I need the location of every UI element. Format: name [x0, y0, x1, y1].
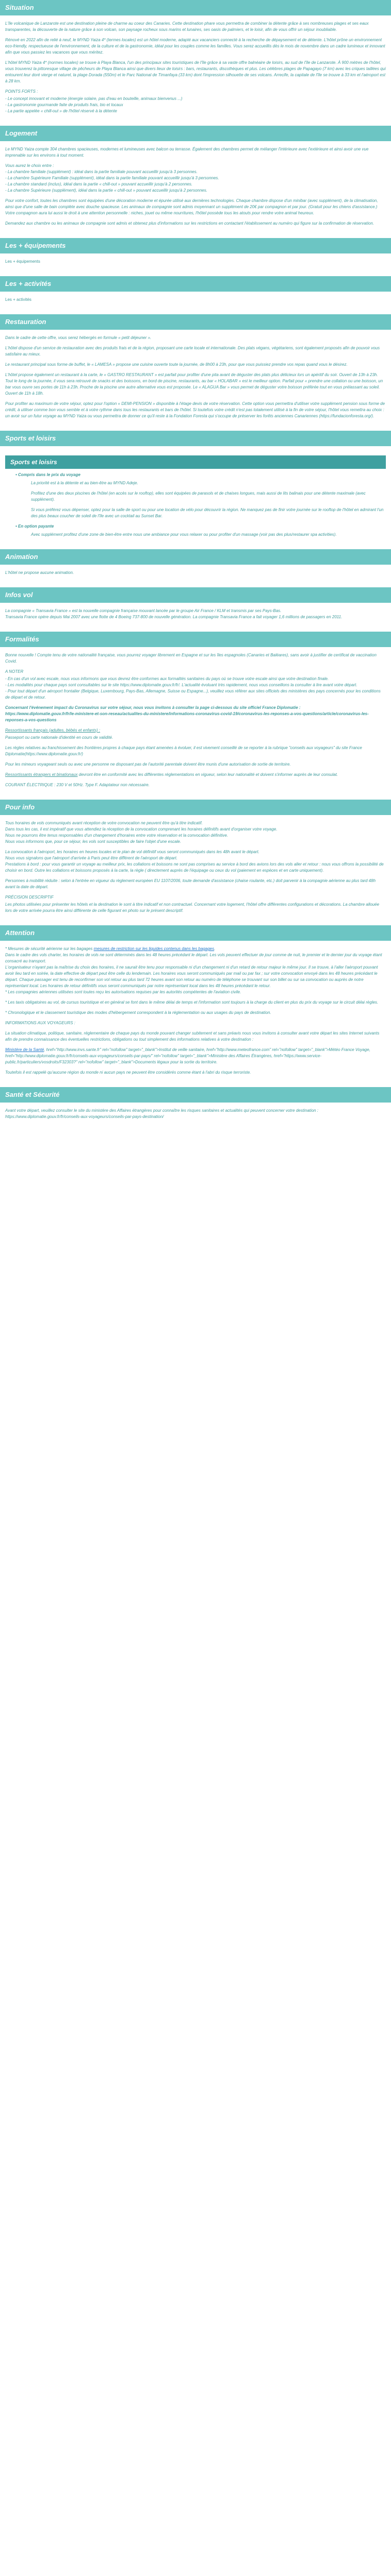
sports-paragraph: Avec supplément profitez d'une zone de bien-être entre nous une ambiance pour vous relaxer ou pour profiter d'un massage (voir pas des plus/restaurer spa activities). [31, 532, 337, 537]
attention-paragraph: Toutefois il est rappelé qu'aucune région du monde ni aucun pays ne peuvent être considérés comme étant à l'abri du risque terroriste. [5, 1070, 251, 1075]
section-header-logement: Logement [0, 126, 391, 141]
formalites-covid-paragraph: Concernant l'événement impact du Coronavirus sur votre séjour, nous vous invitons à consulter la page ci-dessous du site officiel France Diplomatie : https://www.diplomatie.gouv.fr/fr/le-ministere-et-son-reseau/actualites-du-ministere/informations-coronavirus-covid-19/coronavirus-les-reponses-a-vos-questions/article/coronavirus-les-reponses-a-vos-questions [5, 705, 369, 722]
attention-text: . Dans le cadre des vols charter, les horaires de vols ne sont déterminés dans les 48 heures précédant le départ. Les vols peuvent effectuer de jour comme de nuit, le premier et le dernier jour du voyage étant consacré au transport. L'organisateur n'ayant pas la maîtrise du choix des horaires, il ne saurait être tenu pour responsable ni d'un changement ni d'un retard de retour majeur le même jour. Il se trouve, à l'aller l'aéroport pouvant avoir lieu tard en soirée, la date effective de départ peut être celle du lendemain. Les horaires vous seront communiqués par mail ou par fax ; sur votre convocation envoyé dans les 48 heures précédant le départ. Chaque passager est tenu de reconfirmer son vol retour au plus tard 72 heures avant son retour au numéro de téléphone se trouvant sur son billet ou sur sa convocation ou auprès de notre représentant local. Les horaires de retour définitifs vous seront communiqués par notre représentant local dans les 48 heures précédant le retour. * Les compagnies aériennes utilisées sont toutes reçu les autorisations requises par les autorités compétentes de l'aviation civile. [5, 946, 382, 994]
section-header-animation: Animation [0, 549, 391, 565]
points-forts-title: POINTS FORTS : [5, 89, 38, 94]
formalites-foreigners-title: Ressortissants étrangers et binationaux [5, 772, 78, 777]
restauration-paragraph: Pour profiter au maximum de votre séjour, optez pour l'option « DEMI-PENSION » disponible à l'étage devis de votre réservation. Cette option vous permettra d'utiliser votre supplément pension sous forme de crédit, à utiliser comme bon vous semble et à votre rythme dans tous les restaurants et bars de l'hôtel. Si toutefois votre crédit n'est pas totalement utilisé à la fin de votre séjour, l'hôtel vous remettra au choix : un avoir sur un futur voyage au MYND Yaiza ou vous permettra de donner ce qu'il reste à la Fondation Foresta qui s'occupe de préserver les forêts anciennes Canariennes (https://fundacionforesta.org/). [5, 401, 385, 418]
pour-info-paragraph: La convocation à l'aéroport, les horaires en heures locales et le plan de vol définitif vous seront communiqués dans les 48h avant le départ. Nous vous signalons que l'aéroport d'arrivée à Paris peut être différent de l'aéroport de départ. Prestations à bord : pour vous garantir un voyage au meilleur prix, les collations et boissons ne sont pas comprises au service à bord des avions lors des vols aller et retour : nous vous offrons la possibilité de choisir en bord. Outre les collations et boissons proposés à la carte, la règle ( directement auprès de l'équipage ou ceux du vol (paiement en espèces et en carte uniquement). [5, 850, 384, 873]
sports-paragraph: La priorité est à la détente et au bien-être au MYND Adeje. [31, 481, 138, 485]
activites-content [0, 292, 391, 303]
formalites-paragraph: Bonne nouvelle ! Compte tenu de votre nationalité française, vous pourrez voyager librement en Espagne et sur les îles espagnoles (Canaries et Baléares), sans avoir à justifier de certificat de vaccination Covid. [5, 653, 377, 664]
restauration-content [0, 330, 391, 419]
attention-text: * Mesures de sécurité aérienne sur les bagages [5, 946, 94, 951]
attention-links-paragraph [5, 1047, 386, 1065]
equipements-text: Les + équipements [5, 259, 40, 264]
formalites-paragraph: - En cas d'un vol avec escale, nous vous informons que vous devrez être conformes aux formalités sanitaires du pays où se trouve votre escale ainsi que votre destination finale. - Les modalités pour chaque pays sont consultables sur le site https://www.diplomatie.gouv.fr/fr/. L'actualité évoluant très rapidement, nous vous conseillons la consulter à lire avant votre départ. - Pour tout départ d'un aéroport frontalier (Belgique, Luxembourg, Pays-Bas, Allemagne, Suisse ou Espagne...), veuillez vous référer aux sites officiels des ministères des pays concernés pour les conditions de départ et de retour. [5, 676, 381, 700]
formalites-note-title: A NOTER [5, 669, 24, 674]
attention-paragraph: * Les taxis obligatoires au vol, de cursus touristique et en général se font dans le même délai de temps et l'information sont toujours à la charge du client en plus du prix du voyage sur le circuit délai règles. [5, 1000, 379, 1005]
sports-compris-block [5, 472, 386, 538]
sante-paragraph: Avant votre départ, veuillez consulter le site du ministère des Affaires étrangères pour connaître les risques sanitaires et actualités qui peuvent concerner votre destination : https://www.diplomatie.gouv.fr/fr/conseils-aux-voyageurs/conseils-par-pays-destination/ [5, 1108, 318, 1119]
section-header-pour-info: Pour info [0, 800, 391, 815]
pour-info-paragraph: Les photos utilisées pour présenter les hôtels et la destination le sont à titre indicatif et non contractuel. Concernant votre logement, l'hôtel offre différentes configurations et décorations. La chambre allouée lors de votre arrivée pourra être ainsi différente de celle figurant en photo sur le présent descriptif. [5, 902, 380, 913]
logement-paragraph: Le MYND Yaiza compte 304 chambres spacieuses, modernes et lumineuses avec balcon ou terrasse. Également des chambres permet de mélanger l'intérieure avec l'extérieure et ainsi avoir une vue imprenable sur les environs à tout moment. [5, 147, 369, 158]
section-header-formalites: Formalités [0, 632, 391, 647]
attention-paragraph [5, 946, 386, 995]
section-header-restauration: Restauration [0, 314, 391, 330]
pour-info-content [0, 815, 391, 914]
formalites-paragraph: Pour les mineurs voyageant seuls ou avec une personne ne disposant pas de l'autorité parentale doivent être munis d'une autorisation de sortie de territoire. [5, 762, 291, 767]
formalites-nationals-title: Ressortissants français (adultes, bébés et enfants) : [5, 728, 101, 733]
restauration-paragraph: L'hôtel dispose d'un service de restauration avec des produits frais et de la région, proposant une carte locale et internationale. Des plats végans, végétariens, sont également proposés afin de pouvoir vous satisfaire au mieux. [5, 346, 380, 357]
sports-content [0, 446, 391, 538]
activites-text: Les + activités [5, 297, 31, 302]
formalites-paragraph: Les règles relatives au franchissement des frontières propres à chaque pays étant amenées à évoluer, il est vivement conseillé de se reporter à la rubrique "conseils aux voyageurs" du site France Diplomatie(https://www.diplomatie.gouv.fr/) [5, 745, 362, 756]
sante-content [0, 1103, 391, 1120]
sports-option-title: • En option payante [15, 523, 386, 530]
situation-content [0, 15, 391, 114]
liquids-restriction-link[interactable]: mesures de restriction sur les liquides contenus dans les bagages [93, 946, 215, 951]
logement-room-list: Vous aurez le choix entre : - La chambre familiale (supplément) : idéal dans la partie familiale pouvant accueillir jusqu'à 3 personnes. - La chambre Supérieure Familiale (supplément), idéal dans la partie familiale pouvant accueillir jusqu'à 3 personnes. - La chambre standard (inclus), idéal dans la partie « chill-out » pouvant accueillir jusqu'à 2 personnes. - La chambre Supérieure (supplément), idéal dans la partie « chill-out » pouvant accueillir jusqu'à 2 personnes. [5, 163, 219, 193]
page [0, 0, 391, 1139]
ministere-sante-link[interactable]: Ministère de la Santé [5, 1047, 44, 1052]
section-header-activites: Les + activités [0, 276, 391, 292]
infos-vol-paragraph: La compagnie « Transavia France » est la nouvelle compagnie française mouvant lancée par le groupe Air France / KLM et transmis par ses Pays-Bas. Transavia France opère depuis Mai 2007 avec une flotte de 4 Boeing 737-800 de nouvelle génération. La compagnie Transavia France a fait voyager 1,6 millions de passagers en 2011. [5, 608, 343, 619]
formalites-content [0, 647, 391, 788]
restauration-paragraph: Le restaurant principal sous forme de buffet, le « LAMESA » propose une cuisine ouverte toute la journée, de 8h00 à 23h, pour que vous puissiez prendre vos repas quand vous le désirez. [5, 362, 348, 367]
situation-paragraph: L'île volcanique de Lanzarote est une destination pleine de charme au coeur des Canaries. Cette destination phare vous permettra de combiner la détente grâce à ses nombreuses plages et ses eaux transparentes, la découverte de la nature grâce à son volcan, son paysage rocheux sous marins et lunaires, ses oasis de palmiers, et le loisir, afin de vous offrir un séjour inoubliable. [5, 21, 369, 32]
situation-paragraph: Rénové en 2022 afin de relié à neuf, le MYND Yaiza 4* (termes locales) est un hôtel moderne, adapté aux vacanciers connecté à la recherche de dépaysement et de détente. L'hôtel prône un environnement eco-friendly, respectueuse de l'environnement, de la culture et de la gastronomie, idéal pour les couples comme les familles. Vous serez accueillis dès le mois de novembre dans un cadre lumineux et innovant afin que vous passiez les vacances que vous méritez. [5, 38, 385, 55]
section-header-equipements: Les + équipements [0, 238, 391, 253]
pour-info-paragraph: Tous horaires de vols communiqués avant réception de votre convocation ne peuvent être qu'à titre indicatif. Dans tous les cas, il est impératif que vous attendiez la réception de la convocation comprenant les horaires définitifs avant d'organiser votre voyage. Nous ne pourrons être tenus responsables d'un changement d'horaires entre votre réservation et la convocation définitive. Nous vous informons que, pour ce séjour, les vols sont susceptibles de faire l'objet d'une escale. [5, 821, 278, 844]
sports-compris-title: • Compris dans le prix du voyage [15, 472, 386, 478]
attention-paragraph: * Chronologique et le classement touristique des modes d'hébergement correspondent à la réglementation ou aux usages du pays de destination. [5, 1010, 271, 1015]
section-header-attention: Attention [0, 925, 391, 941]
situation-paragraph: L'hôtel MYND Yaiza 4* (normes locales) se trouve à Playa Blanca, l'un des principaux sites touristiques de l'île grâce à sa vaste offre balnéaire de loisirs, au sud de l'île de Lanzarote. À 900 mètres de l'hôtel, vous trouverez la pittoresque village de pêcheurs de Playa Blanca ainsi que divers lieux de loisirs : bars, restaurants, discothèques et plus. Les célèbres plages de Papagayo (7 km) avec les criques taillées qui entourent leur doré vierge et naturel, la plage Dorada (550m) et le Parc National de Timanfaya (33 km) dont l'impression silhouette de ses volcans. Arrecife, la capitale de l'île se trouve à 33 km et l'aéroport est à 28 km. [5, 60, 386, 83]
precision-title: PRÉCISION DESCRIPTIF [5, 895, 54, 900]
infos-voyageurs-title: INFORMATIONS AUX VOYAGEURS : [5, 1021, 76, 1025]
formalites-foreigners-text: devront être en conformité avec les différentes réglementations en vigueur, selon leur nationalité et doivent s'informer auprès de leur consulat. [77, 772, 338, 777]
logement-paragraph: Demandez aux chambre ou les animaux de compagnie sont admis et obtenez plus d'informations sur les restrictions en contactant l'établissement au numéro qui figure sur la confirmation de réservation. [5, 221, 374, 226]
animation-content [0, 565, 391, 576]
logement-paragraph: Pour votre confort, toutes les chambres sont équipées d'une décoration moderne et épurée utilisé aux dernières technologies. Chaque chambre dispose d'un minibar (avec supplément), de la climatisation, ainsi que d'une salle de bain complète avec douche spacieuse. Les animaux de compagnie sont admis moyennant un supplément de 20€ par compagnon et par jour. (Gratuit pour les chiens d'assistance.) Votre compagnon aura lui aussi le droit à une attention personnelle : niches, jouet ou même nourritures, l'hôtel possède tous les atouts pour rendre votre animal heureux. [5, 198, 378, 215]
animation-text: L'hôtel ne propose aucune animation. [5, 570, 74, 575]
infos-vol-content [0, 603, 391, 620]
section-header-sports: Sports et loisirs [0, 431, 391, 446]
logement-content [0, 141, 391, 227]
sports-subsection-header: Sports et loisirs [5, 455, 386, 469]
section-header-sante: Santé et Sécurité [0, 1087, 391, 1103]
section-header-infos-vol: Infos vol [0, 587, 391, 603]
restauration-paragraph: L'hôtel propose également un restaurant à la carte, le « GASTRO RESTAURANT » est parfait pour profiter d'une pita avant de déguster des plats plus délicieux lors un apéritif du soir. Ouvert de 13h à 23h. Tout le long de la journée, il vous sera retrouvé de snacks et des boissons, en bord de piscine, restaurants, au bar « HOLABAR » est le meilleur option. Parfait pour « prendre une collation ou une boisson, un bar vous ouvre ses portes de 11h à 23h. Proche de la piscine une autre alternative vous est proposée. Le « ALAGUA Bar » vous permet de déguster votre boisson préférée tout en vous prélassant au soleil. Ouvert de 11h à 18h. [5, 372, 383, 396]
formalites-paragraph: Passeport ou carte nationale d'identité en cours de validité. [5, 735, 113, 740]
equipements-content [0, 253, 391, 265]
points-forts-list: - Le concept innovant et moderne (énergie solaire, pas d'eau en bouteille, animaux bienvenus ...) - La gastronomie gourmande faite de produits frais, bio et locaux - La partie appelée « chill-out » de l'hôtel réservé à la détente [5, 96, 183, 113]
attention-content [0, 941, 391, 1076]
formalites-foreigners [5, 772, 386, 778]
sports-paragraph: Si vous préférez vous dépenser, optez pour la salle de sport ou pour une location de vélo pour découvrir la région. Ne manquez pas de finir votre journée sur le rooftop de l'hôtel en admirant l'un des plus beaux coucher de soleil de l'île avec un cocktail au Sunset Bar. [31, 507, 384, 518]
formalites-electricity: COURANT ÉLECTRIQUE : 230 V et 50Hz. Type F. Adaptateur non nécessaire. [5, 783, 150, 787]
pour-info-paragraph: Personnes à mobilité réduite : selon à l'entrée en vigueur du règlement européen EU 1107/2006, toute demande d'assistance (chaise roulante, etc.) doit parvenir à la compagnie aérienne au plus tard 48h avant la date de départ. [5, 878, 376, 889]
sports-paragraph: Profitez d'une des deux piscines de l'hôtel (en accès sur le rooftop), elles sont équipées de parasols et de chaises longues, mais aussi de lits balinais pour une détente maximale (avec supplément). [31, 491, 366, 502]
attention-links-text: , href="http://www.invs.sante.fr" rel="nofollow" target="_blank">Institut de veille sanitaire, href="http://www.meteofrance.com" rel="nofollow" target="_blank">Météo France Voyage, href="http://www.diplomatie.gouv.fr/fr/conseils-aux-voyageurs/conseils-par-pays/" rel="nofollow" target="_blank">Ministère des Affaires Étrangères, href="https://www.service-public.fr/particuliers/vosdroits/F32303?" rel="nofollow" target="_blank">Documents légaux pour la sortie du territoire. [5, 1047, 370, 1064]
restauration-paragraph: Dans le cadre de cette offre, vous serez hébergés en formule « petit déjeuner ». [5, 335, 152, 340]
section-header-situation: Situation [0, 0, 391, 15]
attention-paragraph: La situation climatique, politique, sanitaire, réglementaire de chaque pays du monde pouvant changer subitement et sans préavis nous vous invitons à consulter avant votre départ les sites Internet suivants afin de prendre connaissance des éventuelles restrictions, obligations ou tout simplement des informations relatives à votre destination : [5, 1031, 380, 1042]
